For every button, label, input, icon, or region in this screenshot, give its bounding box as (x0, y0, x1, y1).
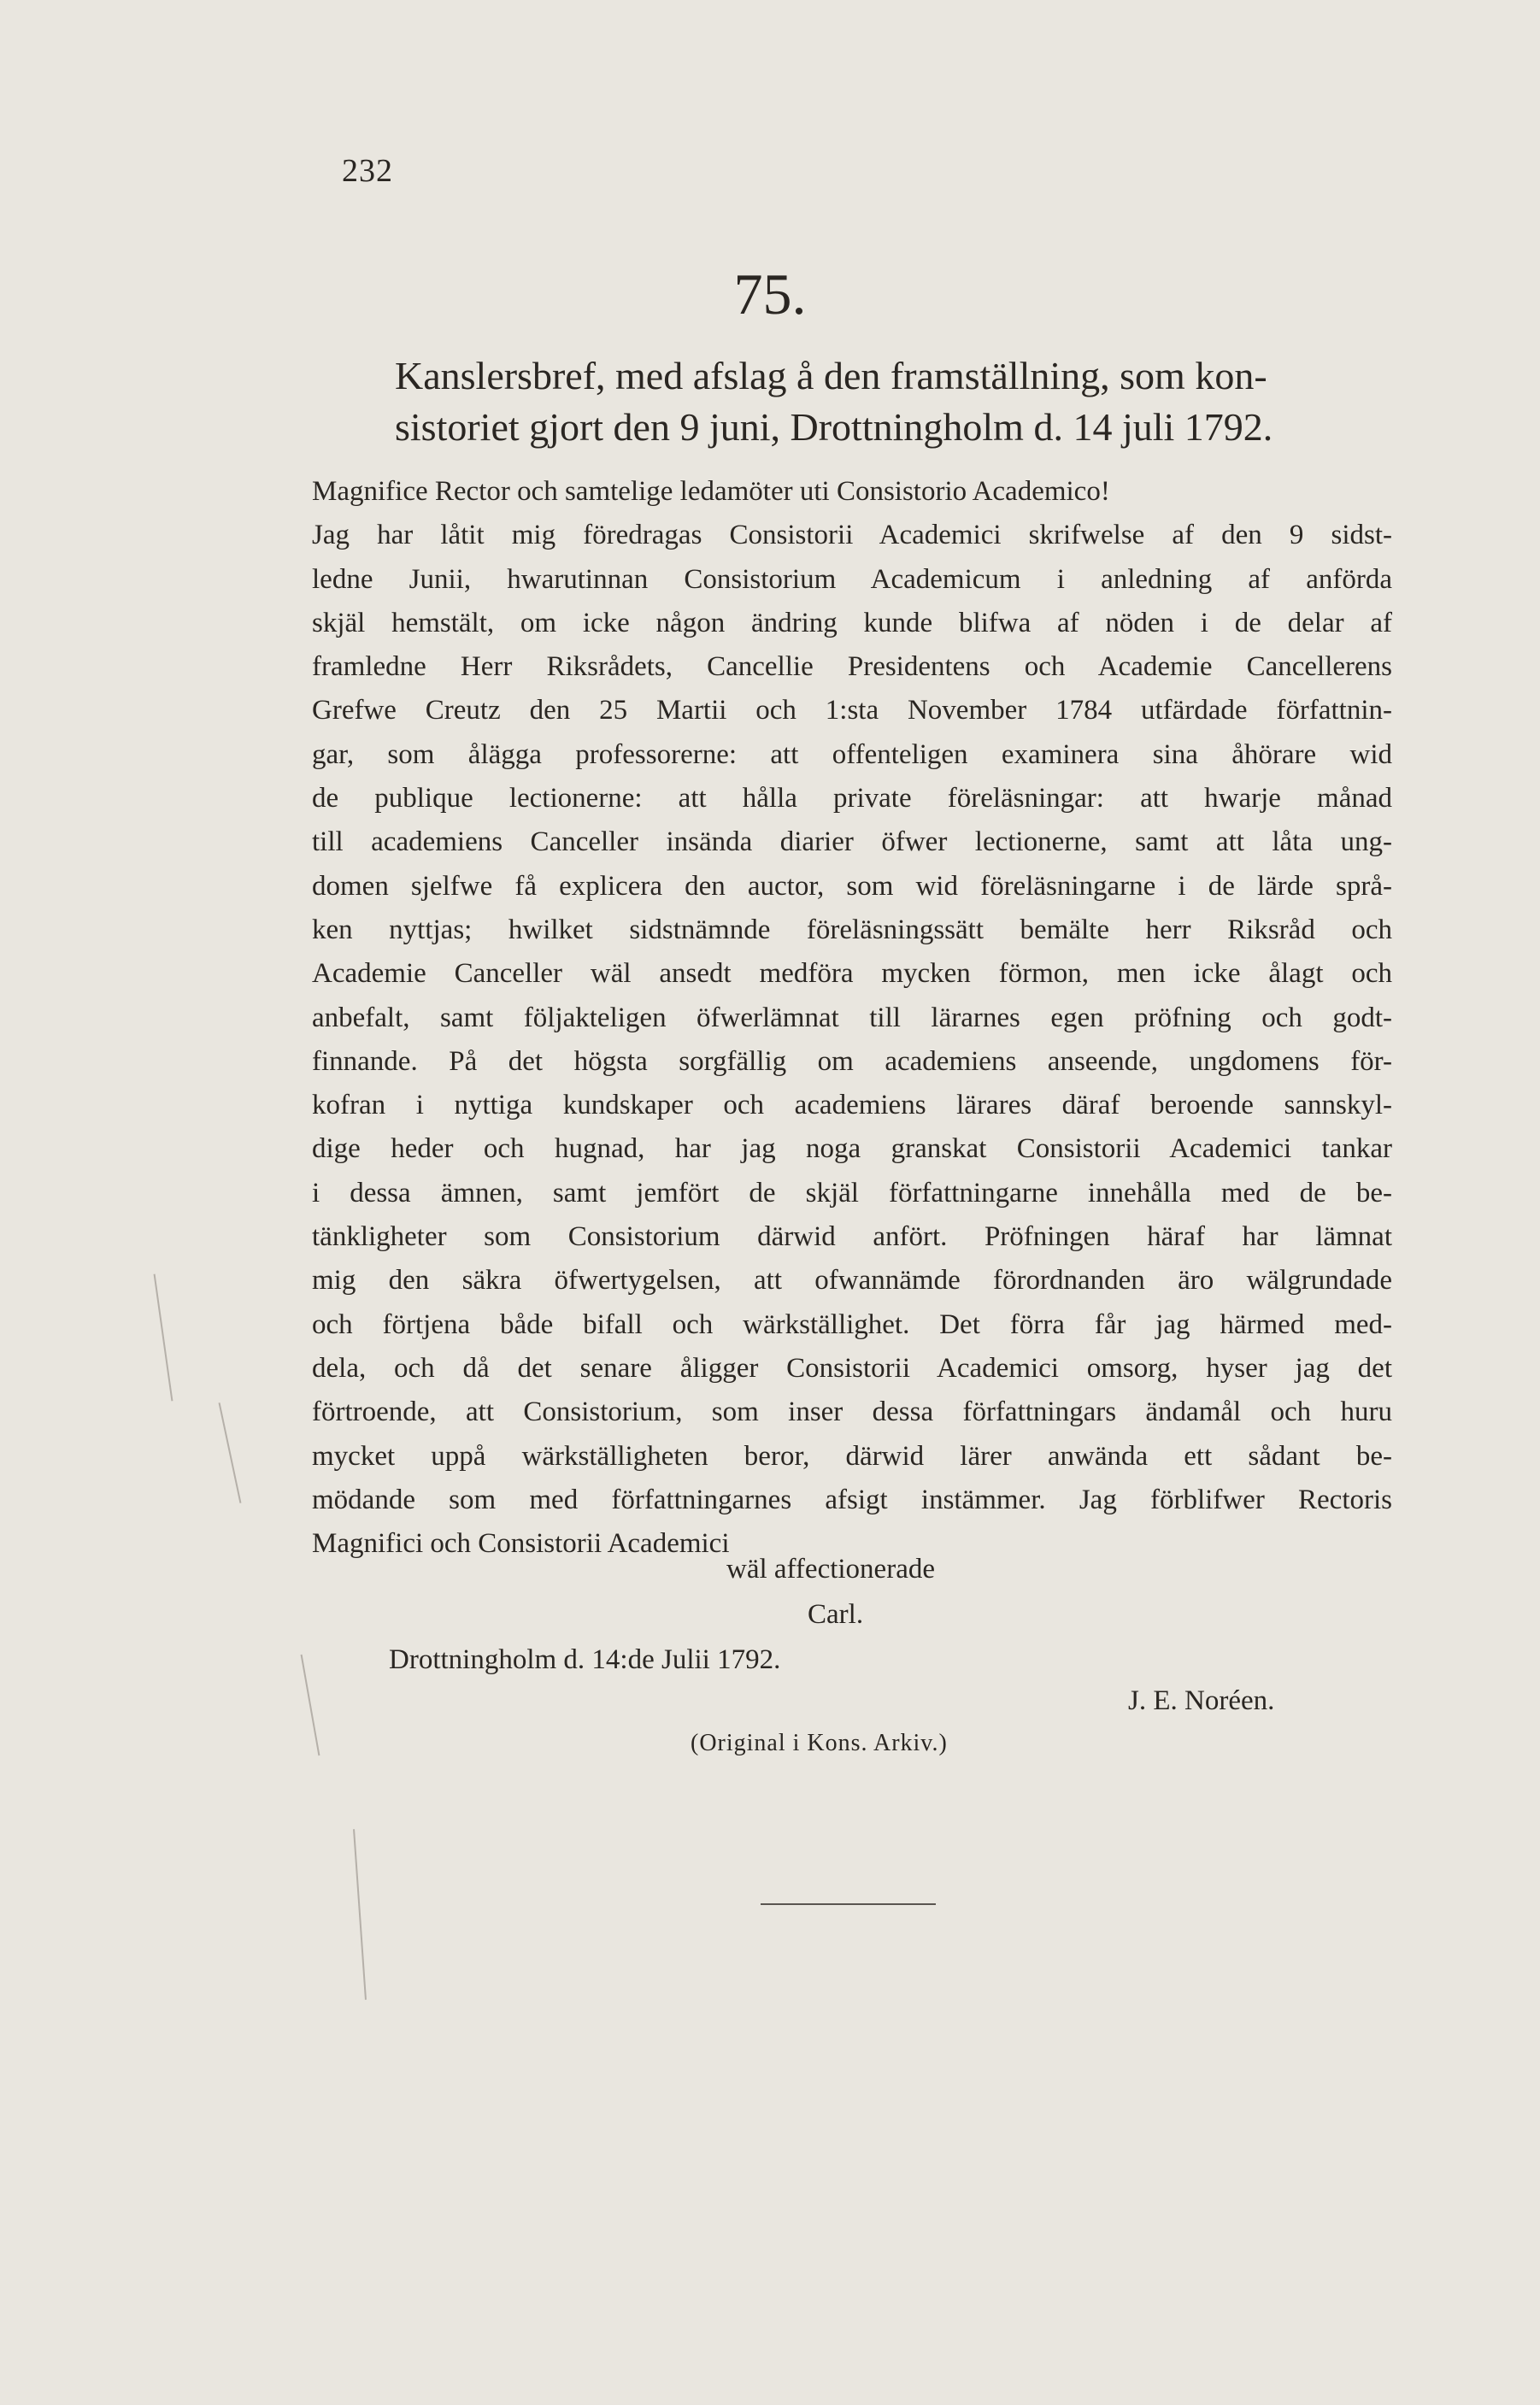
body-line: dige heder och hugnad, har jag noga granskat Consistorii Academici tankar (312, 1133, 1392, 1165)
letter-body (312, 470, 1392, 1566)
document-page: 232 75. Kanslersbref, med afslag å den framställning, som kon- sistoriet gjort den 9 juni, Drottningholm d. 14 juli 1792. Magnifice Rector och samtelige ledamöter uti Consistorio Academico! Jag har låtit mig föredragas Consistorii Academici skrifwelse af den 9 sidst- ledne Junii, hwarutinnan Consistorium Academicum i anledning af anförda skjäl hemstält, om icke någon ändring kunde blifwa af nöden i de delar af framledne Herr Riksrådets, Cancellie Presidentens och Academie Cancellerens Grefwe Creutz den 25 Martii och 1:sta November 1784 utfärdade författnin- gar, som ålägga professorerne: att offenteligen examinera sina åhörare wid de publique lectionerne: att hålla private föreläsningar: att hwarje månad till academiens Canceller insända diarier öfwer lectionerne, samt att låta ung- domen sjelfwe få explicera den auctor, som wid föreläsningarne i de lärde språ- ken nyttjas; hwilket sidstnämnde föreläsningssätt bemälte herr Riksråd och Academie Canceller wäl ansedt medföra mycken förmon, men icke ålagt och anbefalt, samt följakteligen öfwerlämnat till lärarnes egen pröfning och godt- finnande. På det högsta sorgfällig om academiens anseende, ungdomens för- kofran i nyttiga kundskaper och academiens lärares däraf beroende sannskyl- dige heder och hugnad, har jag noga granskat Consistorii Academici tankar i dessa ämnen, samt jemfört de skjäl författningarne innehålla med de be- tänkligheter som Consistorium därwid anfört. Pröfningen häraf har lämnat mig den säkra öfwertygelsen, att ofwannämde förordnanden äro wälgrundade och förtjena både bifall och wärkställighet. Det förra får jag härmed med- dela, och då det senare åligger Consistorii Academici omsorg, hyser jag det förtroende, att Consistorium, som inser dessa författningars ändamål och huru mycket uppå wärkställigheten beror, därwid lärer anwända ett sådant be- mödande som med författningarnes afsigt instämmer. Jag förblifwer Rectoris Magnifici och Consistorii Academici wäl affectionerade Carl. Drottningholm d. 14:de Julii 1792. J. E. Noréen. (Original i Kons. Arkiv.) (0, 0, 1540, 2405)
body-line: och förtjena både bifall och wärkställighet. Det förra får jag härmed med- (312, 1308, 1392, 1340)
body-line: mycket uppå wärkställigheten beror, därwid lärer anwända ett sådant be- (312, 1440, 1392, 1472)
section-divider (761, 1903, 936, 1905)
paper-mark (301, 1655, 320, 1756)
body-line: de publique lectionerne: att hålla private föreläsningar: att hwarje månad (312, 783, 1392, 814)
body-line: domen sjelfwe få explicera den auctor, som wid föreläsningarne i de lärde språ- (312, 870, 1392, 902)
paper-mark (219, 1402, 242, 1503)
page-number: 232 (342, 153, 393, 189)
body-line: mig den säkra öfwertygelsen, att ofwannämde förordnanden äro wälgrundade (312, 1265, 1392, 1297)
body-line: till academiens Canceller insända diarier öfwer lectionerne, samt att låta ung- (312, 826, 1392, 858)
document-title (395, 350, 1378, 453)
body-line: Magnifice Rector och samtelige ledamöter uti Consistorio Academico! (312, 476, 1110, 507)
title-line: Kanslersbref, med afslag å den framställning, som kon- (395, 354, 1267, 397)
title-line: sistoriet gjort den 9 juni, Drottningholm d. 14 juli 1792. (395, 405, 1273, 449)
paper-mark (353, 1829, 367, 2000)
paper-mark (154, 1274, 173, 1402)
body-line: Grefwe Creutz den 25 Martii och 1:sta November 1784 utfärdade författnin- (312, 695, 1392, 726)
body-line: anbefalt, samt följakteligen öfwerlämnat till lärarnes egen pröfning och godt- (312, 1002, 1392, 1033)
body-line: förtroende, att Consistorium, som inser dessa författningars ändamål och huru (312, 1397, 1392, 1428)
body-line: skjäl hemstält, om icke någon ändring kunde blifwa af nöden i de delar af (312, 607, 1392, 638)
body-line: ken nyttjas; hwilket sidstnämnde föreläsningssätt bemälte herr Riksråd och (312, 914, 1392, 945)
body-line: Magnifici och Consistorii Academici (312, 1528, 730, 1560)
body-line: tänkligheter som Consistorium därwid anfört. Pröfningen häraf har lämnat (312, 1221, 1392, 1253)
body-line: gar, som ålägga professorerne: att offenteligen examinera sina åhörare wid (312, 738, 1392, 770)
body-line: kofran i nyttiga kundskaper och academiens lärares däraf beroende sannskyl- (312, 1090, 1392, 1121)
body-line: framledne Herr Riksrådets, Cancellie Presidentens och Academie Cancellerens (312, 651, 1392, 683)
editor-name: J. E. Noréen. (1128, 1685, 1275, 1716)
body-line: Jag har låtit mig föredragas Consistorii Academici skrifwelse af den 9 sidst- (312, 520, 1392, 551)
source-note: (Original i Kons. Arkiv.) (691, 1730, 948, 1756)
body-line: finnande. På det högsta sorgfällig om academiens anseende, ungdomens för- (312, 1045, 1392, 1077)
document-number: 75. (733, 262, 807, 326)
body-line: mödande som med författningarnes afsigt instämmer. Jag förblifwer Rectoris (312, 1484, 1392, 1515)
body-line: dela, och då det senare åligger Consistorii Academici omsorg, hyser jag det (312, 1352, 1392, 1384)
body-line: Academie Canceller wäl ansedt medföra mycken förmon, men icke ålagt och (312, 958, 1392, 990)
body-line: i dessa ämnen, samt jemfört de skjäl författningarne innehålla med de be- (312, 1177, 1392, 1208)
body-line: ledne Junii, hwarutinnan Consistorium Academicum i anledning af anförda (312, 563, 1392, 595)
